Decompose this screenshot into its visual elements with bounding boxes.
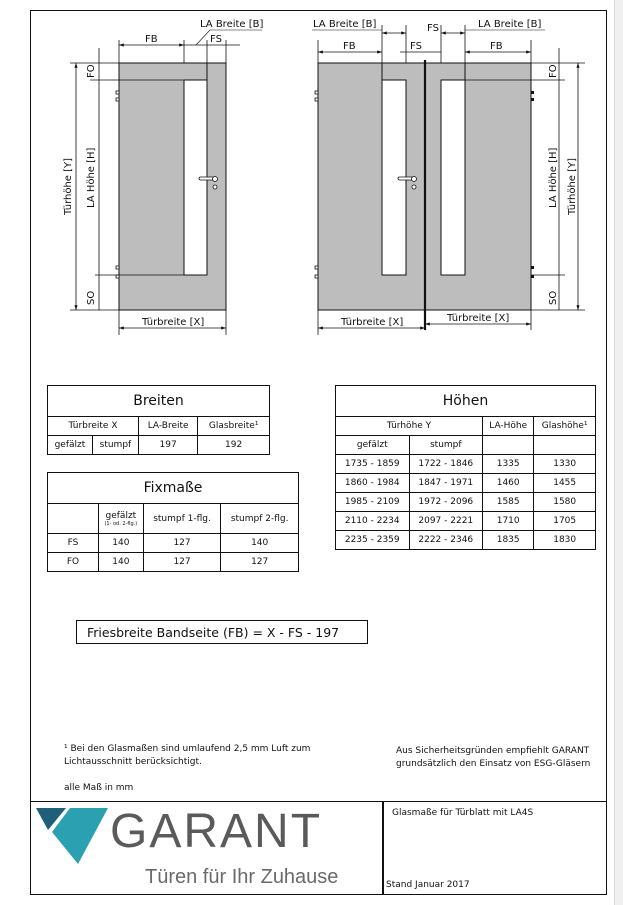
dim-fs-mid: FS (410, 41, 422, 52)
dim-fb-left: FB (343, 41, 356, 52)
divider (382, 802, 384, 895)
dim-tuerhoehe-right: Türhöhe [Y] (567, 157, 578, 215)
header-tuerbreite: Türbreite X (48, 417, 139, 436)
cell: 1735 - 1859 (336, 455, 410, 474)
table-row (48, 553, 299, 572)
breiten-title: Breiten (48, 386, 270, 417)
cell: 127 (143, 534, 221, 553)
table-row (336, 493, 596, 512)
safety-line1: Aus Sicherheitsgründen empfiehlt GARANT (396, 746, 590, 756)
door-panel (119, 63, 226, 310)
table-row (336, 455, 596, 474)
cell: 1972 - 2096 (409, 493, 483, 512)
door-panel-left (318, 63, 425, 310)
garant-logo-icon (36, 808, 108, 864)
cell: 1985 - 2109 (336, 493, 410, 512)
dim-tuerbreite: Türbreite [X] (142, 317, 205, 328)
dim-so-right: SO (548, 290, 559, 305)
dim-la-hoehe: LA Höhe [H] (86, 147, 97, 208)
cell: 1585 (483, 493, 534, 512)
dim-fo: FO (86, 64, 97, 78)
cell: 140 (221, 534, 299, 553)
table-row (48, 534, 299, 553)
table-row (336, 512, 596, 531)
logo-wordmark: GARANT (110, 805, 323, 858)
cell: 1460 (483, 474, 534, 493)
dim-la-breite: LA Breite [B] (200, 19, 264, 30)
cell: gefälzt (48, 436, 93, 455)
cell: 1722 - 1846 (409, 455, 483, 474)
cell: 140 (99, 534, 144, 553)
dim-fo-right: FO (548, 64, 559, 78)
table-row (336, 474, 596, 493)
header-empty (48, 504, 99, 534)
header-gefaelzt (99, 504, 144, 534)
hoehen-table (335, 385, 596, 550)
cell: 1835 (483, 531, 534, 550)
footnote (64, 743, 310, 769)
dim-tuerbreite-right: Türbreite [X] (447, 313, 510, 324)
dim-tuerhoehe: Türhöhe [Y] (63, 157, 74, 215)
cell: 1710 (483, 512, 534, 531)
hoehen-title: Höhen (336, 386, 596, 417)
cell: 127 (143, 553, 221, 572)
cell: 1860 - 1984 (336, 474, 410, 493)
cell: 2097 - 2221 (409, 512, 483, 531)
dim-fb: FB (145, 34, 158, 45)
document-title: Glasmaße für Türblatt mit LA4S (392, 808, 534, 818)
cell: 1830 (534, 531, 596, 550)
safety-line2: grundsätzlich den Einsatz von ESG-Gläsern (396, 759, 591, 769)
dim-tuerbreite-left: Türbreite [X] (341, 317, 404, 328)
header-gefaelzt-label: gefälzt (105, 510, 137, 521)
cell: 2235 - 2359 (336, 531, 410, 550)
header-gefaelzt-note: (1- od. 2-flg.) (104, 520, 138, 527)
header-stumpf-1flg: stumpf 1-flg. (143, 504, 221, 534)
cell: 1455 (534, 474, 596, 493)
header-la-breite: LA-Breite (138, 417, 197, 436)
logo-tagline: Türen für Ihr Zuhause (145, 866, 339, 888)
cell: 1705 (534, 512, 596, 531)
subheader-stumpf: stumpf (409, 436, 483, 455)
header-glashoehe: Glashöhe¹ (534, 417, 596, 436)
header-la-hoehe: LA-Höhe (483, 417, 534, 436)
header-tuerhoehe: Türhöhe Y (336, 417, 483, 436)
fixmasse-title: Fixmaße (48, 473, 299, 504)
dim-so: SO (86, 290, 97, 305)
header-stumpf-2flg: stumpf 2-flg. (221, 504, 299, 534)
title-block (30, 801, 607, 896)
dim-la-breite-left: LA Breite [B] (313, 19, 377, 30)
dim-fs-top: FS (427, 23, 439, 34)
door-panel-right (425, 63, 531, 310)
footnote-line2: Lichtausschnitt berücksichtigt. (64, 757, 202, 767)
cell: FS (48, 534, 99, 553)
double-door (312, 19, 585, 335)
dim-la-breite-right: LA Breite [B] (478, 19, 542, 30)
header-glasbreite: Glasbreite¹ (198, 417, 270, 436)
cell: 2110 - 2234 (336, 512, 410, 531)
subheader-empty (534, 436, 596, 455)
table-row (336, 531, 596, 550)
cell: 127 (221, 553, 299, 572)
subheader-gefaelzt: gefälzt (336, 436, 410, 455)
fixmasse-table (47, 472, 299, 572)
breiten-table (47, 385, 270, 455)
cell: 1847 - 1971 (409, 474, 483, 493)
dim-la-hoehe-right: LA Höhe [H] (548, 147, 559, 208)
cell: 197 (138, 436, 197, 455)
door-drawings (0, 0, 623, 380)
cell: 2222 - 2346 (409, 531, 483, 550)
footnote-line1: ¹ Bei den Glasmaßen sind umlaufend 2,5 mm Luft zum (64, 744, 311, 754)
cell: 1330 (534, 455, 596, 474)
cell: 192 (198, 436, 270, 455)
dim-fb-right: FB (490, 41, 503, 52)
cell: 1580 (534, 493, 596, 512)
cell: 140 (99, 553, 144, 572)
cell: FO (48, 553, 99, 572)
cell: stumpf (92, 436, 138, 455)
units-note: alle Maß in mm (64, 783, 134, 793)
dim-fs: FS (210, 34, 222, 45)
formula-box: Friesbreite Bandseite (FB) = X - FS - 197 (76, 620, 368, 644)
safety-note (396, 745, 590, 771)
cell: 1335 (483, 455, 534, 474)
single-door (63, 19, 264, 335)
document-date: Stand Januar 2017 (386, 880, 470, 890)
subheader-empty (483, 436, 534, 455)
